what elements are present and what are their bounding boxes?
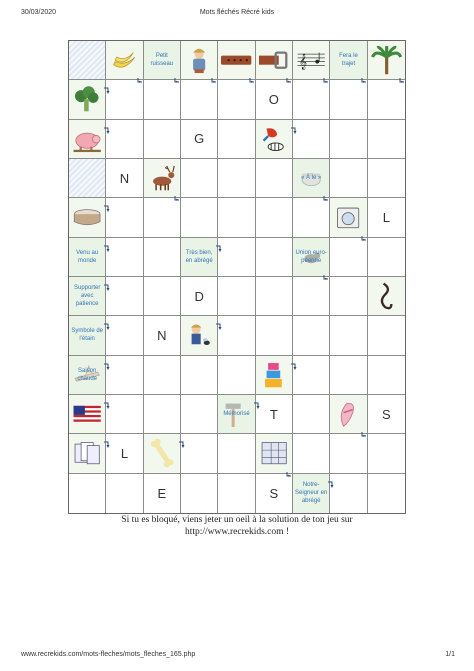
viking-girl-icon [184,44,214,76]
clue-text: Venu au monde [76,249,99,264]
grid-cell[interactable] [256,277,293,316]
picture-clue-cell [181,316,218,355]
given-letter: T [269,406,278,422]
given-letter: O [268,91,279,107]
grid-cell[interactable] [368,434,405,473]
clue-cell [69,277,106,316]
picture-clue-cell [69,198,106,237]
clue-cell [330,41,367,80]
grid-cell[interactable] [330,277,367,316]
grid-cell[interactable] [256,198,293,237]
arrow-down-icon [398,77,407,86]
clue-text: Très bien, en abrégé [185,249,213,264]
given-letter: N [119,170,130,186]
footer-link[interactable]: http://www.recrekids.com ! [184,527,290,537]
grid-cell[interactable] [181,474,218,513]
picture-clue-cell [368,41,405,80]
arrow-right-icon [215,322,224,331]
usa-flag-icon [72,398,102,430]
pig-icon [72,123,102,155]
sandal-icon [333,398,363,430]
clue-text: Mémorisé [223,411,250,418]
clue-text: Union euro-péenne [295,249,327,264]
picture-clue-cell [144,434,181,473]
grid-cell[interactable] [218,120,255,159]
arrow-down-icon [173,195,182,204]
blocked-cell [69,159,106,198]
clue-cell [144,41,181,80]
belt-buckle-icon [259,44,289,76]
grid-cell[interactable] [368,316,405,355]
grid-cell[interactable] [218,277,255,316]
svg-text:𝄞: 𝄞 [299,54,308,71]
picture-clue-cell [330,198,367,237]
cards-icon [72,437,102,469]
clue-cell [293,159,330,198]
picture-clue-cell [69,120,106,159]
picture-clue-cell [256,120,293,159]
picture-clue-cell [144,159,181,198]
arrow-right-icon [290,126,299,135]
grid-cell[interactable] [144,356,181,395]
picture-clue-cell [69,395,106,434]
grid-cell[interactable] [293,316,330,355]
picture-clue-cell [69,80,106,119]
clue-cell [69,316,106,355]
arrow-down-icon [210,77,219,86]
arrow-down-icon [285,77,294,86]
blueprint-icon [259,437,289,469]
arrow-right-icon [178,440,187,449]
given-letter: L [120,445,129,461]
arrow-right-icon [103,401,112,410]
picture-clue-cell [181,41,218,80]
given-letter: D [194,288,204,304]
grid-cell[interactable] [218,198,255,237]
arrow-down-icon [248,77,257,86]
grid-cell[interactable] [144,277,181,316]
clue-text: Fera le trajet [339,53,358,68]
letter-cell[interactable] [144,474,181,513]
grid-cell[interactable] [368,238,405,277]
letter-cell[interactable] [181,277,218,316]
arrow-right-icon [103,440,112,449]
grid-cell[interactable] [330,159,367,198]
letter-cell[interactable] [106,159,143,198]
arrow-right-icon [215,244,224,253]
drum-icon [72,201,102,233]
arrow-down-icon [173,77,182,86]
footer-line-1: Si tu es bloqué, viens jeter un oeil à la solution de ton jeu sur [121,515,353,525]
clue-cell [181,238,218,277]
arrow-right-icon [103,244,112,253]
bone-icon [147,437,177,469]
arrow-right-icon [103,362,112,371]
grid-cell[interactable] [218,474,255,513]
clue-text: Supporter avec patience [73,285,101,308]
palm-tree-icon [371,44,402,76]
picture-clue-cell [368,277,405,316]
picture-clue-cell [218,41,255,80]
grid-cell[interactable] [181,395,218,434]
given-letter: E [157,485,167,501]
footer-note [0,514,474,538]
clue-text: Saison chaude [77,367,97,382]
page-url: www.recrekids.com/mots-fleches/mots_fleches_165.php [21,651,196,658]
grid-cell[interactable] [368,120,405,159]
hook-icon [371,280,402,312]
document-title: Mots fléchés Récré kids [199,9,275,16]
grid-cell[interactable] [330,356,367,395]
grid-cell[interactable] [256,159,293,198]
arrow-right-icon [103,283,112,292]
grid-cell[interactable] [368,159,405,198]
grid-cell[interactable] [256,238,293,277]
picture-clue-cell [256,41,293,80]
picture-clue-cell [69,434,106,473]
grid-cell[interactable] [256,316,293,355]
given-letter: N [157,327,167,343]
given-letter: L [382,209,390,225]
arrow-down-icon [360,235,369,244]
reindeer-icon [147,162,177,194]
picture-clue-cell [256,356,293,395]
arrow-right-icon [103,204,112,213]
letter-cell[interactable] [181,120,218,159]
clue-cell [218,395,255,434]
arrow-right-icon [103,86,112,95]
arrow-down-icon [285,471,294,480]
grid-cell[interactable] [218,434,255,473]
grid-cell[interactable] [181,198,218,237]
picture-clue-cell [106,41,143,80]
clue-cell [69,356,106,395]
clue-text: Notre-Seigneur en abrégé [294,482,328,505]
clue-text: « À le » [300,175,322,182]
arrow-right-icon [327,480,336,489]
clue-cell [293,474,330,513]
grid-cell[interactable] [218,159,255,198]
grid-cell[interactable] [368,474,405,513]
grid-cell[interactable] [69,474,106,513]
arrow-down-icon [322,274,331,283]
crossword-grid [68,40,406,514]
grid-cell[interactable] [144,120,181,159]
picture-clue-cell [293,41,330,80]
clue-cell [293,238,330,277]
given-letter: S [269,485,279,501]
clue-text: Petit ruisseau [150,53,174,68]
grid-cell[interactable] [330,316,367,355]
arrow-down-icon [360,431,369,440]
given-letter: S [381,406,391,422]
belt-icon [221,44,251,76]
arrow-right-icon [103,322,112,331]
grid-cell[interactable] [144,395,181,434]
print-date: 30/03/2020 [21,9,57,16]
arrow-right-icon [253,401,262,410]
picture-clue-cell [330,395,367,434]
arrow-down-icon [360,77,369,86]
parrot-zebra-icon [259,123,289,155]
grid-cell[interactable] [330,120,367,159]
grid-cell[interactable] [106,474,143,513]
music-staff-icon [296,44,326,76]
viking-fly-icon [184,319,214,351]
grid-cell[interactable] [181,159,218,198]
letter-cell[interactable] [368,198,405,237]
grid-cell[interactable] [293,395,330,434]
given-letter: G [194,131,205,147]
stacked-cups-icon [259,359,289,391]
letter-cell[interactable] [144,316,181,355]
clue-cell [69,238,106,277]
banana-icon [109,44,139,76]
broccoli-icon [72,83,102,115]
arrow-down-icon [322,77,331,86]
blocked-cell [69,41,106,80]
letter-cell[interactable] [368,395,405,434]
grid-cell[interactable] [218,356,255,395]
arrow-right-icon [103,126,112,135]
grid-cell[interactable] [181,356,218,395]
clue-text: Symbole de l'étain [71,328,103,343]
grid-cell[interactable] [293,434,330,473]
picture-clue-cell [256,434,293,473]
laundry-icon [333,201,363,233]
arrow-down-icon [136,77,145,86]
arrow-right-icon [290,362,299,371]
grid-cell[interactable] [144,238,181,277]
grid-cell[interactable] [368,356,405,395]
page-number: 1/1 [445,651,455,658]
arrow-down-icon [322,195,331,204]
